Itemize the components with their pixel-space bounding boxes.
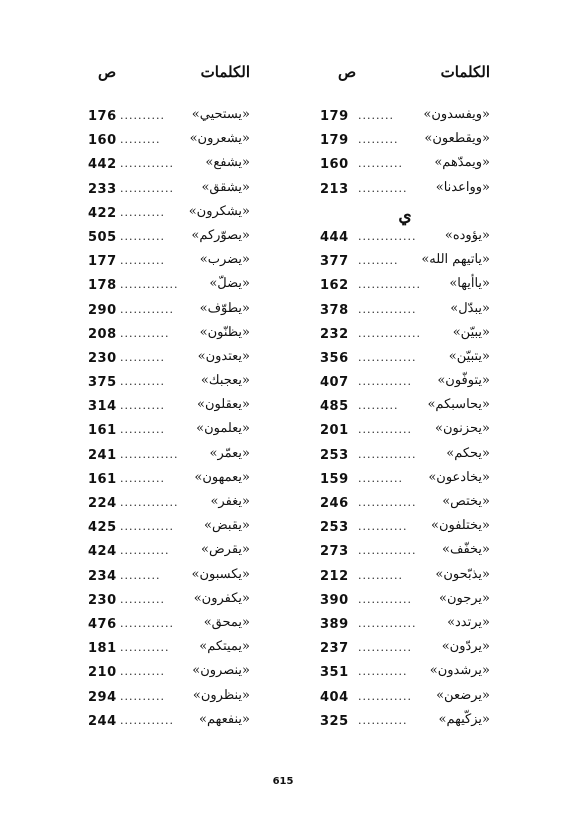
entry-word: «يكسبون»	[191, 566, 250, 582]
index-entry	[88, 301, 250, 325]
index-entry	[320, 373, 490, 397]
leader-dots: ...........	[120, 544, 170, 558]
entry-word: «يشفع»	[205, 155, 250, 171]
entry-word: «يعمّر»	[209, 445, 250, 461]
index-entry	[88, 373, 250, 397]
entry-page: 159	[320, 471, 349, 487]
leader-dots: .........	[120, 568, 161, 582]
leader-dots: ..........	[120, 592, 165, 606]
entry-page: 232	[320, 326, 349, 342]
entry-page: 161	[88, 423, 117, 439]
index-list	[88, 107, 250, 736]
entry-page: 356	[320, 350, 349, 366]
index-entry	[320, 712, 490, 736]
entry-word: «يشعرون»	[189, 131, 250, 147]
entry-word: «يشكرون»	[188, 203, 250, 219]
index-entry	[88, 131, 250, 155]
index-entry	[88, 470, 250, 494]
leader-dots: ..........	[120, 205, 165, 219]
entry-word: «يذبّحون»	[435, 566, 490, 582]
entry-page: 160	[88, 133, 117, 149]
entry-word: «يخفّف»	[442, 542, 490, 558]
leader-dots: ...........	[120, 326, 170, 340]
leader-dots: ..........	[120, 471, 165, 485]
entry-word: «يظنّون»	[199, 324, 250, 340]
entry-page: 389	[320, 616, 349, 632]
index-entry	[320, 301, 490, 325]
index-entry	[320, 325, 490, 349]
leader-dots: ........	[358, 109, 394, 122]
leader-dots: ..........	[120, 375, 165, 389]
index-entry	[320, 688, 490, 712]
page-header: ص	[338, 63, 357, 81]
index-entry	[320, 252, 490, 276]
entry-word: «يطوّف»	[199, 300, 250, 316]
entry-page: 375	[88, 375, 117, 391]
entry-page: 442	[88, 157, 117, 173]
entry-word: «يعتدون»	[197, 348, 250, 364]
leader-dots: ..........	[120, 229, 165, 243]
leader-dots: .............	[120, 278, 179, 292]
leader-dots: ............	[120, 713, 174, 727]
index-entry	[320, 567, 490, 591]
entry-page: 201	[320, 423, 349, 439]
index-entry	[88, 591, 250, 615]
leader-dots: ...........	[358, 665, 408, 679]
entry-page: 273	[320, 544, 349, 560]
entry-word: «يردّون»	[441, 639, 490, 655]
entry-page: 378	[320, 302, 349, 318]
entry-page: 253	[320, 447, 349, 463]
entry-page: 377	[320, 254, 349, 270]
index-entry	[88, 446, 250, 470]
leader-dots: ..........	[120, 109, 165, 122]
leader-dots: ............	[358, 423, 412, 437]
entry-word: «يقرض»	[201, 542, 250, 558]
index-entry	[88, 518, 250, 542]
entry-word: «يتوفّون»	[437, 373, 490, 389]
index-entry	[320, 107, 490, 131]
index-entry	[320, 397, 490, 421]
index-entry	[320, 663, 490, 687]
entry-word: «يختلفون»	[431, 518, 490, 534]
index-entry	[88, 639, 250, 663]
leader-dots: .........	[358, 133, 399, 147]
entry-page: 160	[320, 157, 349, 173]
entry-word: «ياتيهم الله»	[421, 252, 490, 268]
entry-page: 179	[320, 133, 349, 149]
index-entry	[320, 591, 490, 615]
index-entry	[320, 276, 490, 300]
entry-page: 230	[88, 592, 117, 608]
entry-page: 178	[88, 278, 117, 294]
entry-page: 208	[88, 326, 117, 342]
entry-word: «ينصرون»	[192, 663, 250, 679]
index-entry	[320, 131, 490, 155]
leader-dots: .........	[358, 254, 399, 268]
leader-dots: .............	[120, 447, 179, 461]
entry-word: «يبدّل»	[450, 300, 490, 316]
entry-page: 177	[88, 254, 117, 270]
index-entry	[88, 180, 250, 204]
index-entry	[88, 228, 250, 252]
index-entry	[88, 155, 250, 179]
entry-word: «يؤوده»	[444, 227, 490, 243]
leader-dots: ..............	[358, 326, 421, 340]
page-header: ص	[98, 63, 117, 81]
leader-dots: .............	[358, 544, 417, 558]
entry-page: 253	[320, 520, 349, 536]
leader-dots: ...........	[358, 181, 408, 195]
entry-word: «يرتدد»	[447, 614, 490, 630]
index-entry	[320, 446, 490, 470]
leader-dots: ............	[120, 616, 174, 630]
entry-page: 425	[88, 520, 117, 536]
leader-dots: ............	[120, 157, 174, 171]
entry-word: «يقبض»	[204, 518, 250, 534]
leader-dots: .............	[358, 229, 417, 243]
entry-word: «يغفر»	[210, 494, 250, 509]
entry-word: «يحكم»	[446, 445, 490, 461]
entry-page: 422	[88, 205, 117, 221]
index-entry	[88, 421, 250, 445]
entry-word: «يختص»	[442, 494, 490, 509]
entry-page: 224	[88, 496, 117, 511]
leader-dots: ............	[120, 520, 174, 534]
index-entry	[88, 542, 250, 566]
entry-page: 314	[88, 399, 117, 415]
leader-dots: ..........	[120, 423, 165, 437]
entry-page: 407	[320, 375, 349, 391]
entry-word: «يكفرون»	[193, 590, 250, 606]
index-entry	[88, 252, 250, 276]
leader-dots: ...........	[358, 713, 408, 727]
entry-page: 290	[88, 302, 117, 318]
entry-word: «يحاسبكم»	[427, 397, 490, 413]
entry-page: 294	[88, 689, 117, 705]
leader-dots: ............	[358, 592, 412, 606]
leader-dots: ...........	[358, 520, 408, 534]
index-entry	[88, 663, 250, 687]
index-entry	[88, 397, 250, 421]
leader-dots: ..........	[120, 254, 165, 268]
entry-word: «يرجون»	[439, 590, 490, 606]
index-entry	[88, 349, 250, 373]
entry-page: 505	[88, 229, 117, 245]
entry-word: «يضلّ»	[209, 276, 250, 292]
entry-word: «وواعدنا»	[435, 179, 490, 195]
entry-page: 210	[88, 665, 117, 681]
entry-word: «ينظرون»	[192, 687, 250, 703]
index-entry	[320, 494, 490, 518]
entry-page: 351	[320, 665, 349, 681]
entry-page: 246	[320, 496, 349, 511]
entry-page: 176	[88, 109, 117, 124]
leader-dots: ............	[358, 641, 412, 655]
entry-word: «يخادعون»	[428, 469, 490, 485]
entry-page: 237	[320, 641, 349, 657]
entry-word: «يزكّيهم»	[438, 711, 490, 727]
entry-word: «يمحق»	[203, 614, 250, 630]
leader-dots: ..........	[358, 568, 403, 582]
entry-page: 179	[320, 109, 349, 124]
entry-page: 234	[88, 568, 117, 584]
words-header: الكلمات	[200, 63, 250, 81]
index-entry	[88, 688, 250, 712]
entry-word: «يشقق»	[201, 179, 250, 195]
entry-word: «يعجبك»	[200, 373, 250, 389]
entry-page: 404	[320, 689, 349, 705]
leader-dots: ............	[358, 375, 412, 389]
leader-dots: .............	[358, 616, 417, 630]
entry-page: 212	[320, 568, 349, 584]
entry-page: 213	[320, 181, 349, 197]
index-entry	[320, 542, 490, 566]
leader-dots: .............	[358, 447, 417, 461]
index-entry	[320, 470, 490, 494]
leader-dots: ............	[120, 181, 174, 195]
entry-page: 444	[320, 229, 349, 245]
entry-word: «ويفسدون»	[423, 107, 490, 122]
leader-dots: .........	[120, 133, 161, 147]
entry-word: «يستحيي»	[191, 107, 250, 122]
leader-dots: .........	[358, 399, 399, 413]
index-entry	[320, 349, 490, 373]
entry-word: «يرضعن»	[436, 687, 490, 703]
leader-dots: .............	[358, 496, 417, 509]
leader-dots: ..........	[120, 689, 165, 703]
leader-dots: ..........	[120, 350, 165, 364]
index-entry	[320, 180, 490, 204]
leader-dots: .............	[358, 350, 417, 364]
leader-dots: ............	[358, 689, 412, 703]
entry-word: «يضرب»	[199, 252, 250, 268]
index-entry	[320, 639, 490, 663]
leader-dots: ...........	[120, 641, 170, 655]
entry-word: «يعمهون»	[194, 469, 250, 485]
leader-dots: ..........	[120, 665, 165, 679]
section-letter: ي	[398, 205, 412, 226]
entry-page: 181	[88, 641, 117, 657]
index-entry	[320, 615, 490, 639]
column-header	[88, 63, 250, 87]
index-entry	[88, 615, 250, 639]
leader-dots: .............	[120, 496, 179, 509]
leader-dots: .............	[358, 302, 417, 316]
entry-word: «ياأيها»	[449, 276, 490, 292]
entry-page: 161	[88, 471, 117, 487]
entry-page: 485	[320, 399, 349, 415]
entry-word: «ينفعهم»	[199, 711, 250, 727]
index-entry	[88, 204, 250, 228]
entry-page: 230	[88, 350, 117, 366]
entry-page: 390	[320, 592, 349, 608]
entry-word: «يعقلون»	[197, 397, 250, 413]
entry-word: «ويمدّهم»	[434, 155, 490, 171]
leader-dots: ..........	[120, 399, 165, 413]
entry-page: 325	[320, 713, 349, 729]
index-entry	[88, 276, 250, 300]
index-entry	[88, 325, 250, 349]
entry-page: 424	[88, 544, 117, 560]
leader-dots: ............	[120, 302, 174, 316]
column-header	[320, 63, 490, 87]
index-entry	[320, 518, 490, 542]
entry-word: «ويقطعون»	[424, 131, 490, 147]
entry-page: 233	[88, 181, 117, 197]
entry-word: «يتبيّن»	[448, 348, 490, 364]
index-entry	[320, 421, 490, 445]
entry-word: «يبيّن»	[452, 324, 490, 340]
entry-word: «يميتكم»	[199, 639, 250, 655]
index-entry	[88, 567, 250, 591]
entry-page: 244	[88, 713, 117, 729]
words-header: الكلمات	[440, 63, 490, 81]
leader-dots: ..........	[358, 157, 403, 171]
entry-word: «يصوّركم»	[191, 227, 250, 243]
entry-page: 476	[88, 616, 117, 632]
index-list	[320, 107, 490, 736]
entry-page: 162	[320, 278, 349, 294]
entry-word: «يحزنون»	[435, 421, 490, 437]
index-entry	[88, 712, 250, 736]
entry-page: 241	[88, 447, 117, 463]
index-entry	[88, 107, 250, 131]
leader-dots: ..............	[358, 278, 421, 292]
index-entry	[320, 228, 490, 252]
entry-word: «يرشدون»	[429, 663, 490, 679]
index-entry	[320, 155, 490, 179]
entry-word: «يعلمون»	[196, 421, 250, 437]
leader-dots: ..........	[358, 471, 403, 485]
index-entry	[88, 494, 250, 518]
page-number: 615	[272, 776, 294, 787]
